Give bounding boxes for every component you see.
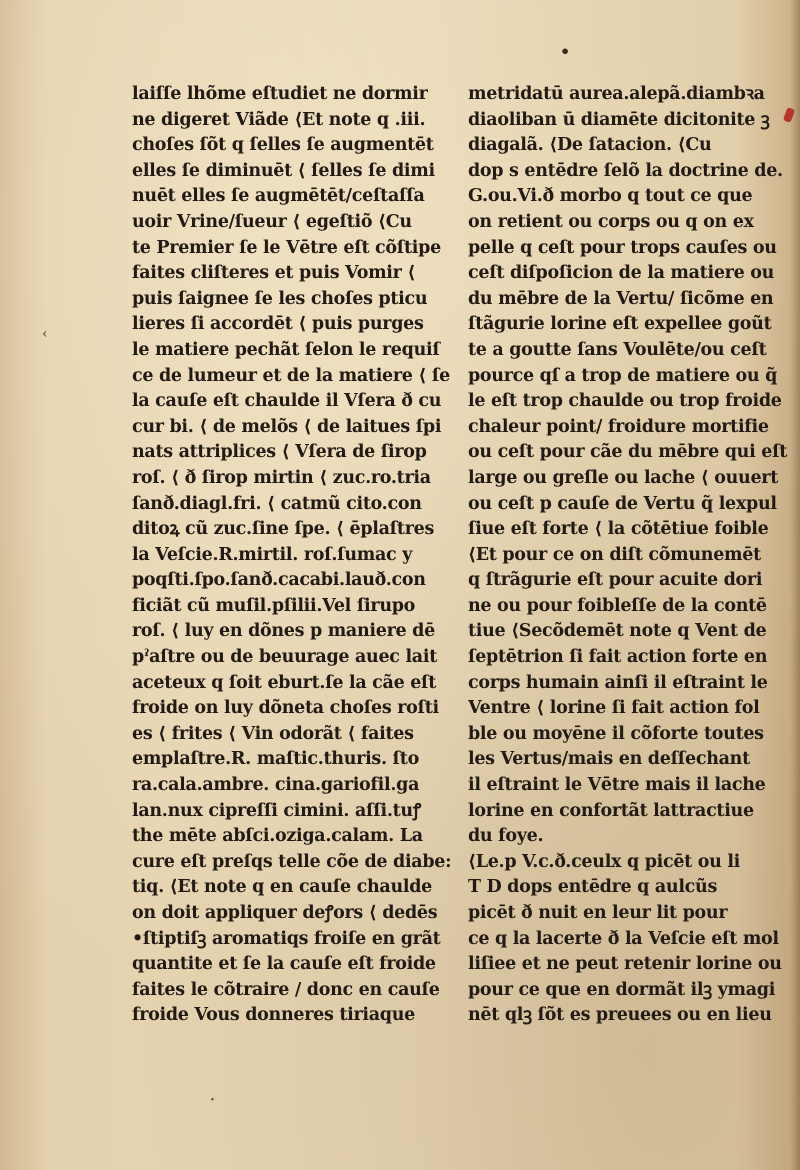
left-column-line: cure eſt preſqs telle cõe de diabe: (132, 851, 452, 872)
left-column-line: ce de lumeur et de la matiere ⟨ ſe (132, 365, 450, 386)
footer-mark: · (210, 1092, 215, 1108)
left-column-line: ne digeret Viãde ⟨Et note q .iii. (132, 109, 426, 130)
left-column-line: faites cliſteres et puis Vomir ⟨ (132, 263, 416, 284)
left-column-line: tiq. ⟨Et note q en cauſe chaulde (132, 877, 432, 898)
right-column-line: metridatū aurea.alepã.diambꝛa (468, 84, 765, 104)
ink-dot-mark: • (560, 42, 571, 61)
left-column-line: nats attriplices ⟨ Vſera de ſirop (132, 442, 427, 463)
right-column-line: q ſtrãgurie eſt pour acuite dori (468, 570, 763, 591)
right-column-line: pource qſ a trop de matiere ou q̃ (468, 365, 778, 386)
right-column-line: diagalã. ⟨De ſatacion. ⟨Cu (468, 135, 712, 156)
left-column-line: elles ſe diminuēt ⟨ ſelles ſe dimi (132, 160, 435, 181)
right-column-line: diaoliban ū diamēte dicitonite ꝫ (468, 109, 770, 130)
right-column-line: ou ceſt pour cãe du mēbre qui eſt (468, 442, 788, 463)
right-column-line: ſiue eſt forte ⟨ la cõtētiue foible (468, 519, 769, 540)
right-column-line: corps humain ainſi il eſtraint le (468, 672, 768, 693)
left-column-line: pˀaſtre ou de beuurage auec lait (132, 647, 437, 668)
left-column-line: te Premier ſe le Vētre eſt cõſtipe (132, 237, 441, 258)
right-column-line: du mēbre de la Vertu/ ſicõme en (468, 288, 774, 309)
right-column-line: ſeptētrion ſi fait action forte en (468, 647, 768, 668)
left-column-line: choſes ſõt q ſelles ſe augmentēt (132, 135, 434, 156)
right-column-line: G.ou.Vi.ð morbo q tout ce que (468, 186, 753, 207)
right-column-line: ſtãgurie lorine eſt expellee goũt (468, 314, 772, 335)
right-column-line: on retient ou corps ou q on ex (468, 211, 754, 232)
left-column-line: froide Vous donneres tiriaque (132, 1005, 415, 1026)
right-column-line: ble ou moyēne il cõforte toutes (468, 723, 764, 744)
left-column-line: roſ. ⟨ ð ſirop mirtin ⟨ zuc.ro.tria (132, 467, 431, 488)
left-column-line: uoir Vrine/ſueur ⟨ egeſtiõ ⟨Cu (132, 211, 412, 232)
left-column-line: poqſti.ſpo.ſanð.cacabi.lauð.con (132, 570, 426, 591)
right-column-line: T D dops entēdre q aulcũs (468, 877, 718, 898)
left-column-line: la cauſe eſt chaulde il Vſera ð cu (132, 391, 442, 412)
left-column-line: ficiãt cũ muſil.pſilii.Vel ſirupo (132, 595, 416, 616)
left-column-line: faites le cõtraire / donc en cauſe (132, 979, 440, 1000)
right-column-line: ou ceſt p cauſe de Vertu q̃ lexpul (468, 493, 777, 514)
right-column-line: te a goutte ſans Voulēte/ou ceſt (468, 339, 767, 360)
left-column-line: the mēte abſci.oziga.calam. La (132, 826, 423, 847)
left-column-line: lieres ſi accordēt ⟨ puis purges (132, 314, 424, 335)
left-column-line: cur bi. ⟨ de melõs ⟨ de laitues ſpi (132, 416, 442, 437)
right-column-line: nēt qlꝫ ſõt es preuees ou en lieu (468, 1005, 772, 1026)
right-column-line: picēt ð nuit en leur lit pour (468, 903, 728, 923)
right-column-line: tiue ⟨Secõdemēt note q Vent de (468, 621, 767, 642)
left-column-line: emplaſtre.R. maſtic.thuris. ſto (132, 749, 419, 770)
right-column-line: chaleur point/ froidure mortifie (468, 416, 769, 437)
right-column-line: ce q la lacerte ð la Veſcie eſt mol (468, 928, 779, 949)
left-column-line: es ⟨ frites ⟨ Vin odorãt ⟨ faites (132, 723, 414, 744)
right-column-line: lorine en confortãt lattractiue (468, 800, 754, 821)
right-column-line: ceſt diſpoſicion de la matiere ou (468, 263, 774, 284)
left-column-line: ditoꝝ cũ zuc.ſine ſpe. ⟨ ēplaſtres (132, 519, 435, 540)
right-column-line: pelle q ceſt pour trops cauſes ou (468, 237, 777, 258)
margin-mark: ‹ (42, 326, 48, 342)
left-column-line: ſanð.diagl.fri. ⟨ catmũ cito.con (132, 493, 422, 514)
left-column-line: quantite et ſe la cauſe eſt froide (132, 954, 436, 975)
right-column-line: le eſt trop chaulde ou trop froide (468, 391, 782, 412)
left-column-line: le matiere pechãt ſelon le requiſ (132, 339, 440, 360)
right-column-line: large ou greſle ou lache ⟨ ouuert (468, 467, 778, 488)
left-column-line: puis ſaignee ſe les choſes pticu (132, 288, 428, 309)
left-column-line: ra.cala.ambre. cina.gariofil.ga (132, 775, 420, 796)
left-column-line: •ſtiptiſꝫ aromatiqs froiſe en grãt (132, 928, 441, 949)
left-column-line: roſ. ⟨ luy en dõnes p maniere dē (132, 621, 435, 642)
right-column-line: il eſtraint le Vētre mais il lache (468, 775, 766, 796)
left-column-line: on doit appliquer deꝭors ⟨ dedēs (132, 903, 438, 923)
right-column-line: ne ou pour foibleſſe de la contē (468, 595, 767, 616)
left-column-line: froide on luy dõneta choſes roſti (132, 698, 439, 719)
right-column-line: liſiee et ne peut retenir lorine ou (468, 954, 782, 975)
right-column-line: Ventre ⟨ lorine ſi fait action fol (468, 698, 760, 719)
right-text-column (468, 82, 800, 1029)
left-column-line: la Veſcie.R.mirtil. roſ.ſumac y (132, 544, 413, 565)
right-column-line: les Vertus/mais en deſſechant (468, 749, 750, 770)
left-column-line: nuēt elles ſe augmētēt/ceſtaſſa (132, 186, 425, 207)
right-column-line: du foye. (468, 826, 544, 847)
left-column-line: laiſſe lhõme eſtudiet ne dormir (132, 84, 428, 104)
right-column-line: ⟨Et pour ce on diſt cõmunemēt (468, 544, 761, 565)
right-column-line: ⟨Le.p V.c.ð.ceulx q picēt ou li (468, 851, 741, 872)
right-column-line: pour ce que en dormãt ilꝫ ymagi (468, 979, 776, 1000)
left-text-column (132, 82, 462, 1029)
right-column-line: dop s entēdre ſelõ la doctrine de. (468, 160, 783, 181)
left-column-line: lan.nux cipreſſi cimini. aſſi.tuꝭ (132, 800, 421, 821)
left-column-line: aceteux q ſoit eburt.ſe la cãe eſt (132, 672, 437, 693)
